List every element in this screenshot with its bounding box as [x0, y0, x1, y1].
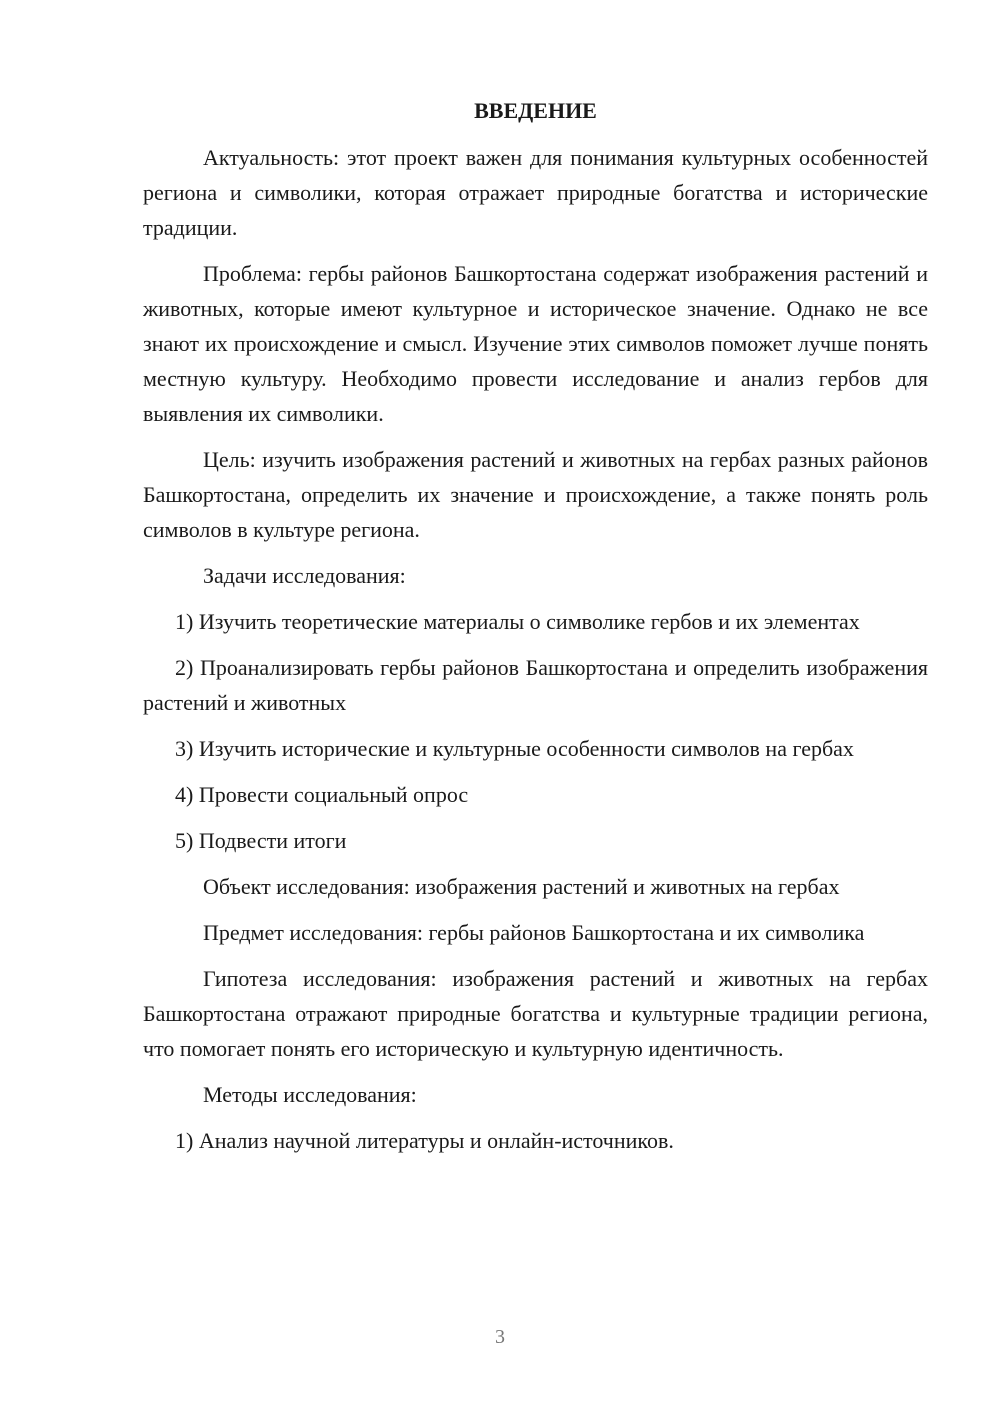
- tasks-title: Задачи исследования:: [203, 563, 406, 588]
- task-item: 5) Подвести итоги: [175, 828, 347, 853]
- problem-paragraph: Проблема: гербы районов Башкортостана содержат изображения растений и животных, которые имеют культурное и историческое значение. Однако не все знают их происхождение и смысл. Изучение этих символов поможет лучше понять местную культуру. Необходимо провести исследование и анализ гербов для выявления их символики.: [143, 261, 928, 426]
- task-item: 4) Провести социальный опрос: [175, 782, 469, 807]
- page-content: [143, 93, 928, 1169]
- object-paragraph: Объект исследования: изображения растений и животных на гербах: [203, 874, 840, 899]
- task-item: 2) Проанализировать гербы районов Башкортостана и определить изображения растений и животных: [143, 655, 928, 715]
- task-item: 3) Изучить исторические и культурные особенности символов на гербах: [175, 736, 854, 761]
- page-number: 3: [495, 1326, 505, 1348]
- task-item: 1) Изучить теоретические материалы о символике гербов и их элементах: [175, 609, 860, 634]
- methods-title: Методы исследования:: [203, 1082, 417, 1107]
- method-item: 1) Анализ научной литературы и онлайн-источников.: [175, 1128, 674, 1153]
- goal-paragraph: Цель: изучить изображения растений и животных на гербах разных районов Башкортостана, определить их значение и происхождение, а также понять роль символов в культуре региона.: [143, 447, 928, 542]
- hypothesis-paragraph: Гипотеза исследования: изображения растений и животных на гербах Башкортостана отражают природные богатства и культурные традиции региона, что помогает понять его историческую и культурную идентичность.: [143, 966, 928, 1061]
- subject-paragraph: Предмет исследования: гербы районов Башкортостана и их символика: [203, 920, 865, 945]
- relevance-paragraph: Актуальность: этот проект важен для понимания культурных особенностей региона и символики, которая отражает природные богатства и исторические традиции.: [143, 145, 928, 240]
- section-heading: ВВЕДЕНИЕ: [474, 98, 597, 123]
